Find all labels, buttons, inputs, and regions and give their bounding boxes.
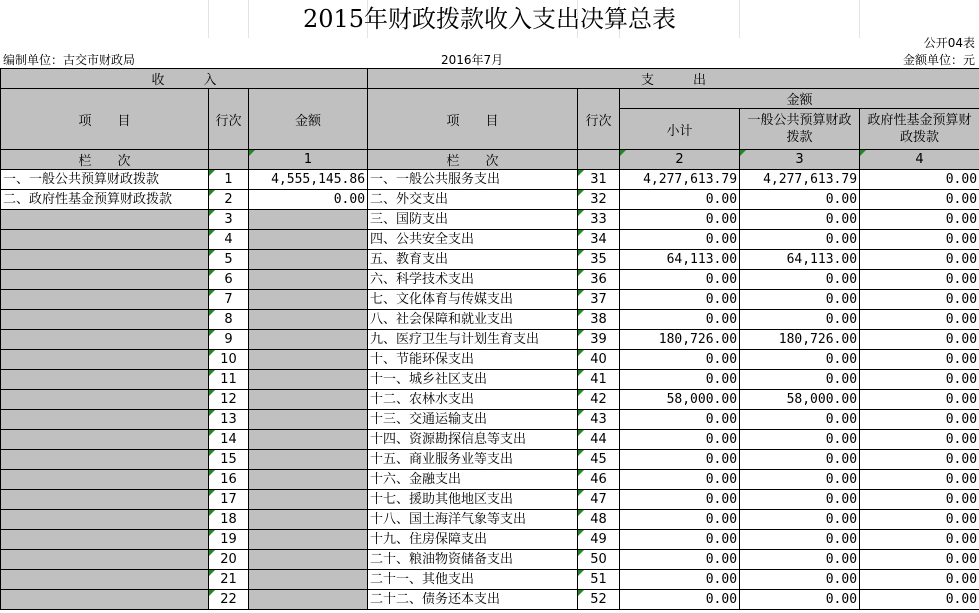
income-item-cell[interactable] — [1, 410, 209, 430]
table-row — [1, 450, 979, 470]
income-amount-cell[interactable] — [249, 550, 368, 570]
table-row — [1, 230, 979, 250]
income-amount-cell[interactable]: 4,555,145.86 — [249, 170, 368, 190]
income-item-cell[interactable] — [1, 390, 209, 410]
general-budget-cell[interactable]: 0.00 — [740, 470, 860, 490]
expense-rowno-cell[interactable]: 41 — [578, 370, 620, 390]
income-amount-cell[interactable] — [249, 390, 368, 410]
subtotal-cell[interactable]: 64,113.00 — [620, 250, 740, 270]
report-title: 2015年财政拨款收入支出决算总表 — [302, 5, 677, 33]
amount-group-header[interactable]: 金额 — [620, 89, 979, 109]
subtotal-cell[interactable]: 4,277,613.79 — [620, 170, 740, 190]
expense-item-cell[interactable]: 二十一、其他支出 — [368, 570, 578, 590]
fund-budget-cell[interactable]: 0.00 — [860, 350, 979, 370]
expense-rowno-cell[interactable]: 45 — [578, 450, 620, 470]
subtotal-cell[interactable]: 0.00 — [620, 230, 740, 250]
income-rowno-cell[interactable]: 21 — [209, 570, 249, 590]
subtotal-cell[interactable]: 0.00 — [620, 510, 740, 530]
income-amount-cell[interactable] — [249, 430, 368, 450]
income-amount-cell[interactable] — [249, 570, 368, 590]
fund-budget-cell[interactable]: 0.00 — [860, 330, 979, 350]
income-amount-cell[interactable] — [249, 590, 368, 610]
expense-item-cell[interactable]: 七、文化体育与传媒支出 — [368, 290, 578, 310]
expense-rowno-cell[interactable]: 42 — [578, 390, 620, 410]
income-rowno-cell[interactable]: 9 — [209, 330, 249, 350]
income-header[interactable]: 收 入 — [1, 69, 368, 89]
table-row — [1, 190, 979, 210]
income-amount-cell[interactable] — [249, 230, 368, 250]
expense-rowno-cell[interactable]: 48 — [578, 510, 620, 530]
table-row — [1, 490, 979, 510]
expense-rowno-header[interactable]: 行次 — [578, 89, 620, 150]
income-rowno-cell[interactable]: 15 — [209, 450, 249, 470]
income-amount-cell[interactable] — [249, 410, 368, 430]
general-budget-cell[interactable]: 0.00 — [740, 190, 860, 210]
income-amount-cell[interactable] — [249, 210, 368, 230]
expense-header[interactable]: 支 出 — [368, 69, 979, 89]
table-row — [1, 510, 979, 530]
income-item-cell[interactable] — [1, 550, 209, 570]
general-budget-cell[interactable]: 64,113.00 — [740, 250, 860, 270]
table-row — [1, 330, 979, 350]
table-row — [1, 550, 979, 570]
table-row — [1, 410, 979, 430]
expense-item-cell[interactable]: 六、科学技术支出 — [368, 270, 578, 290]
income-rowno-cell[interactable]: 19 — [209, 530, 249, 550]
income-item-cell[interactable] — [1, 590, 209, 610]
table-row — [1, 390, 979, 410]
expense-rowno-cell[interactable]: 34 — [578, 230, 620, 250]
expense-rowno-cell[interactable]: 31 — [578, 170, 620, 190]
income-rowno-header[interactable]: 行次 — [209, 89, 249, 150]
income-rowno-cell[interactable]: 12 — [209, 390, 249, 410]
general-budget-cell[interactable]: 0.00 — [740, 450, 860, 470]
expense-item-cell[interactable]: 十四、资源勘探信息等支出 — [368, 430, 578, 450]
expense-rowno-cell[interactable]: 33 — [578, 210, 620, 230]
income-rowno-blank[interactable] — [209, 150, 249, 170]
income-item-cell[interactable] — [1, 450, 209, 470]
expense-item-cell[interactable]: 八、社会保障和就业支出 — [368, 310, 578, 330]
table-row — [1, 290, 979, 310]
column-index-4[interactable]: 4 — [860, 150, 979, 170]
income-amount-cell[interactable] — [249, 250, 368, 270]
table-row — [1, 570, 979, 590]
general-budget-cell[interactable]: 0.00 — [740, 210, 860, 230]
fund-budget-cell[interactable]: 0.00 — [860, 190, 979, 210]
expense-rowno-cell[interactable]: 40 — [578, 350, 620, 370]
report-meta-line — [0, 52, 979, 69]
income-rowno-cell[interactable]: 8 — [209, 310, 249, 330]
table-row — [1, 210, 979, 230]
income-item-header[interactable]: 项 目 — [1, 89, 209, 150]
table-row — [1, 590, 979, 610]
column-index-3[interactable]: 3 — [740, 150, 860, 170]
fund-budget-cell[interactable]: 0.00 — [860, 530, 979, 550]
column-index-1[interactable]: 1 — [249, 150, 368, 170]
subtotal-cell[interactable]: 0.00 — [620, 570, 740, 590]
subtotal-cell[interactable]: 0.00 — [620, 550, 740, 570]
fund-budget-cell[interactable]: 0.00 — [860, 170, 979, 190]
income-rowno-cell[interactable]: 14 — [209, 430, 249, 450]
income-amount-cell[interactable]: 0.00 — [249, 190, 368, 210]
form-code: 公开04表 — [923, 36, 975, 50]
general-budget-cell[interactable]: 0.00 — [740, 370, 860, 390]
report-date: 2016年7月 — [441, 53, 504, 67]
fund-budget-header[interactable]: 政府性基金预算财政拨款 — [860, 109, 979, 150]
expense-rowno-cell[interactable]: 39 — [578, 330, 620, 350]
table-row — [1, 430, 979, 450]
currency-unit: 金额单位：元 — [902, 53, 975, 67]
income-amount-cell[interactable] — [249, 370, 368, 390]
fund-budget-cell[interactable]: 0.00 — [860, 570, 979, 590]
income-item-cell[interactable]: 一、一般公共预算财政拨款 — [1, 170, 209, 190]
expense-item-cell[interactable]: 十七、援助其他地区支出 — [368, 490, 578, 510]
expense-item-cell[interactable]: 二、外交支出 — [368, 190, 578, 210]
fund-budget-cell[interactable]: 0.00 — [860, 210, 979, 230]
general-budget-cell[interactable]: 0.00 — [740, 570, 860, 590]
general-budget-header[interactable]: 一般公共预算财政拨款 — [740, 109, 860, 150]
income-rowno-cell[interactable]: 4 — [209, 230, 249, 250]
expense-rowno-cell[interactable]: 35 — [578, 250, 620, 270]
income-amount-header[interactable]: 金额 — [249, 89, 368, 150]
income-item-cell[interactable] — [1, 530, 209, 550]
subtotal-cell[interactable]: 0.00 — [620, 490, 740, 510]
expense-item-cell[interactable]: 四、公共安全支出 — [368, 230, 578, 250]
general-budget-cell[interactable]: 0.00 — [740, 510, 860, 530]
fund-budget-cell[interactable]: 0.00 — [860, 410, 979, 430]
table-row — [1, 310, 979, 330]
expense-item-cell[interactable]: 五、教育支出 — [368, 250, 578, 270]
expense-item-cell[interactable]: 十八、国土海洋气象等支出 — [368, 510, 578, 530]
expense-rowno-cell[interactable]: 47 — [578, 490, 620, 510]
expense-item-cell[interactable]: 一、一般公共服务支出 — [368, 170, 578, 190]
subtotal-cell[interactable]: 180,726.00 — [620, 330, 740, 350]
income-amount-cell[interactable] — [249, 310, 368, 330]
subtotal-cell[interactable]: 0.00 — [620, 350, 740, 370]
income-amount-cell[interactable] — [249, 270, 368, 290]
general-budget-cell[interactable]: 0.00 — [740, 230, 860, 250]
fund-budget-cell[interactable]: 0.00 — [860, 490, 979, 510]
income-amount-cell[interactable] — [249, 350, 368, 370]
expense-item-cell[interactable]: 十一、城乡社区支出 — [368, 370, 578, 390]
table-row — [1, 470, 979, 490]
income-item-cell[interactable] — [1, 250, 209, 270]
subtotal-cell[interactable]: 0.00 — [620, 590, 740, 610]
subtotal-cell[interactable]: 0.00 — [620, 190, 740, 210]
income-amount-cell[interactable] — [249, 330, 368, 350]
income-amount-cell[interactable] — [249, 490, 368, 510]
income-rowno-cell[interactable]: 11 — [209, 370, 249, 390]
fund-budget-cell[interactable]: 0.00 — [860, 310, 979, 330]
subtotal-cell[interactable]: 0.00 — [620, 270, 740, 290]
expense-rowno-cell[interactable]: 36 — [578, 270, 620, 290]
fund-budget-cell[interactable]: 0.00 — [860, 510, 979, 530]
expense-item-cell[interactable]: 二十、粮油物资储备支出 — [368, 550, 578, 570]
income-item-cell[interactable] — [1, 330, 209, 350]
general-budget-cell[interactable]: 0.00 — [740, 290, 860, 310]
income-rowno-cell[interactable]: 17 — [209, 490, 249, 510]
general-budget-cell[interactable]: 0.00 — [740, 530, 860, 550]
income-column-row-label[interactable]: 栏 次 — [1, 150, 209, 170]
fund-budget-cell[interactable]: 0.00 — [860, 550, 979, 570]
fund-budget-cell[interactable]: 0.00 — [860, 590, 979, 610]
expense-rowno-cell[interactable]: 49 — [578, 530, 620, 550]
fund-budget-cell[interactable]: 0.00 — [860, 390, 979, 410]
general-budget-cell[interactable]: 0.00 — [740, 430, 860, 450]
income-rowno-cell[interactable]: 16 — [209, 470, 249, 490]
income-item-cell[interactable] — [1, 470, 209, 490]
fund-budget-cell[interactable]: 0.00 — [860, 250, 979, 270]
general-budget-cell[interactable]: 0.00 — [740, 350, 860, 370]
income-amount-cell[interactable] — [249, 510, 368, 530]
income-rowno-cell[interactable]: 2 — [209, 190, 249, 210]
table-row — [1, 250, 979, 270]
expense-rowno-cell[interactable]: 43 — [578, 410, 620, 430]
subtotal-cell[interactable]: 0.00 — [620, 290, 740, 310]
fund-budget-cell[interactable]: 0.00 — [860, 470, 979, 490]
expense-item-cell[interactable]: 十六、金融支出 — [368, 470, 578, 490]
income-item-cell[interactable] — [1, 570, 209, 590]
income-rowno-cell[interactable]: 6 — [209, 270, 249, 290]
expense-rowno-cell[interactable]: 44 — [578, 430, 620, 450]
fund-budget-cell[interactable]: 0.00 — [860, 270, 979, 290]
general-budget-cell[interactable]: 58,000.00 — [740, 390, 860, 410]
income-item-cell[interactable] — [1, 290, 209, 310]
expense-rowno-cell[interactable]: 46 — [578, 470, 620, 490]
fund-budget-cell[interactable]: 0.00 — [860, 290, 979, 310]
table-row — [1, 350, 979, 370]
subtotal-cell[interactable]: 0.00 — [620, 370, 740, 390]
income-item-cell[interactable]: 二、政府性基金预算财政拨款 — [1, 190, 209, 210]
fund-budget-cell[interactable]: 0.00 — [860, 450, 979, 470]
expense-rowno-cell[interactable]: 32 — [578, 190, 620, 210]
general-budget-cell[interactable]: 0.00 — [740, 490, 860, 510]
subtotal-cell[interactable]: 0.00 — [620, 530, 740, 550]
general-budget-cell[interactable]: 0.00 — [740, 550, 860, 570]
income-rowno-cell[interactable]: 18 — [209, 510, 249, 530]
table-row — [1, 170, 979, 190]
expense-rowno-cell[interactable]: 52 — [578, 590, 620, 610]
income-item-cell[interactable] — [1, 430, 209, 450]
expense-rowno-cell[interactable]: 51 — [578, 570, 620, 590]
income-item-cell[interactable] — [1, 270, 209, 290]
expense-column-row-label[interactable]: 栏 次 — [368, 150, 578, 170]
table-row — [1, 270, 979, 290]
subtotal-cell[interactable]: 58,000.00 — [620, 390, 740, 410]
general-budget-cell[interactable]: 180,726.00 — [740, 330, 860, 350]
expense-item-cell[interactable]: 九、医疗卫生与计划生育支出 — [368, 330, 578, 350]
income-item-cell[interactable] — [1, 370, 209, 390]
fund-budget-cell[interactable]: 0.00 — [860, 230, 979, 250]
expense-item-header[interactable]: 项 目 — [368, 89, 578, 150]
expense-rowno-cell[interactable]: 38 — [578, 310, 620, 330]
income-amount-cell[interactable] — [249, 450, 368, 470]
expense-item-cell[interactable]: 十三、交通运输支出 — [368, 410, 578, 430]
subtotal-cell[interactable]: 0.00 — [620, 310, 740, 330]
income-amount-cell[interactable] — [249, 470, 368, 490]
income-item-cell[interactable] — [1, 310, 209, 330]
expense-item-cell[interactable]: 三、国防支出 — [368, 210, 578, 230]
income-item-cell[interactable] — [1, 230, 209, 250]
expense-item-cell[interactable]: 十二、农林水支出 — [368, 390, 578, 410]
expense-item-cell[interactable]: 二十二、债务还本支出 — [368, 590, 578, 610]
expense-item-cell[interactable]: 十九、住房保障支出 — [368, 530, 578, 550]
table-row — [1, 530, 979, 550]
income-amount-cell[interactable] — [249, 290, 368, 310]
general-budget-cell[interactable]: 0.00 — [740, 590, 860, 610]
income-rowno-cell[interactable]: 5 — [209, 250, 249, 270]
income-item-cell[interactable] — [1, 510, 209, 530]
general-budget-cell[interactable]: 4,277,613.79 — [740, 170, 860, 190]
fund-budget-cell[interactable]: 0.00 — [860, 370, 979, 390]
expense-item-cell[interactable]: 十、节能环保支出 — [368, 350, 578, 370]
income-rowno-cell[interactable]: 3 — [209, 210, 249, 230]
budget-table — [0, 68, 979, 610]
subtotal-cell[interactable]: 0.00 — [620, 470, 740, 490]
column-index-2[interactable]: 2 — [620, 150, 740, 170]
subtotal-cell[interactable]: 0.00 — [620, 450, 740, 470]
income-amount-cell[interactable] — [249, 530, 368, 550]
subtotal-cell[interactable]: 0.00 — [620, 210, 740, 230]
income-rowno-cell[interactable]: 13 — [209, 410, 249, 430]
expense-item-cell[interactable]: 十五、商业服务业等支出 — [368, 450, 578, 470]
expense-rowno-cell[interactable]: 50 — [578, 550, 620, 570]
subtotal-cell[interactable]: 0.00 — [620, 410, 740, 430]
general-budget-cell[interactable]: 0.00 — [740, 270, 860, 290]
income-rowno-cell[interactable]: 7 — [209, 290, 249, 310]
general-budget-cell[interactable]: 0.00 — [740, 410, 860, 430]
income-item-cell[interactable] — [1, 210, 209, 230]
subtotal-cell[interactable]: 0.00 — [620, 430, 740, 450]
subtotal-header[interactable]: 小计 — [620, 109, 740, 150]
compiler-unit: 编制单位：古交市财政局 — [3, 53, 136, 67]
general-budget-cell[interactable]: 0.00 — [740, 310, 860, 330]
expense-rowno-blank[interactable] — [578, 150, 620, 170]
fund-budget-cell[interactable]: 0.00 — [860, 430, 979, 450]
income-rowno-cell[interactable]: 22 — [209, 590, 249, 610]
expense-rowno-cell[interactable]: 37 — [578, 290, 620, 310]
income-rowno-cell[interactable]: 10 — [209, 350, 249, 370]
income-rowno-cell[interactable]: 1 — [209, 170, 249, 190]
income-rowno-cell[interactable]: 20 — [209, 550, 249, 570]
income-item-cell[interactable] — [1, 490, 209, 510]
table-row — [1, 370, 979, 390]
income-item-cell[interactable] — [1, 350, 209, 370]
